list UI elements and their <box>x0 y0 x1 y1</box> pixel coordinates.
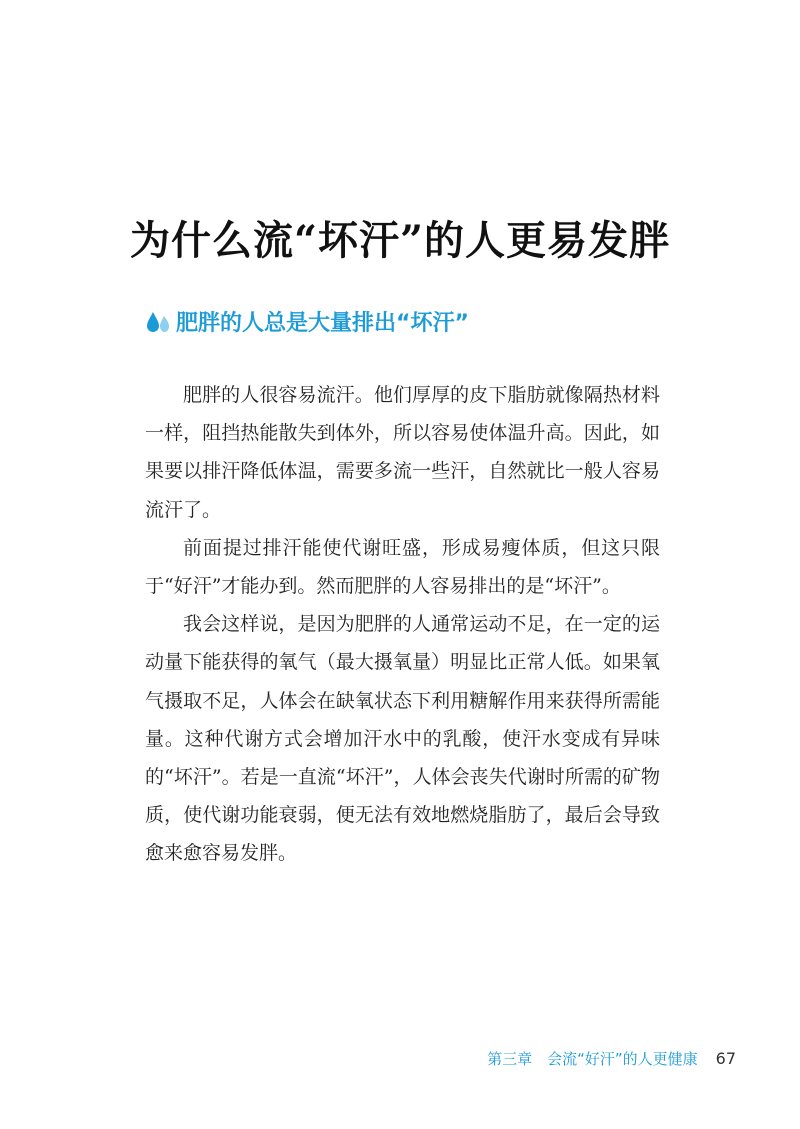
chapter-title: 第三章 会流“好汗”的人更健康 <box>487 1050 698 1068</box>
body-text <box>145 376 660 873</box>
water-drop-icon <box>146 309 172 333</box>
paragraph-2: 前面提过排汗能使代谢旺盛，形成易瘦体质，但这只限于“好汗”才能办到。然而肥胖的人容易排出的是“坏汗”。 <box>145 536 660 598</box>
paragraph-1: 肥胖的人很容易流汗。他们厚厚的皮下脂肪就像隔热材料一样，阻挡热能散失到体外，所以容易使体温升高。因此，如果要以排汗降低体温，需要多流一些汗，自然就比一般人容易流汗了。 <box>145 384 660 521</box>
section-heading <box>146 306 469 336</box>
page-title: 为什么流“坏汗”的人更易发胖 <box>129 216 670 264</box>
section-heading-text: 肥胖的人总是大量排出“坏汗” <box>176 310 469 336</box>
page-number: 67 <box>715 1049 736 1068</box>
paragraph-3: 我会这样说，是因为肥胖的人通常运动不足，在一定的运动量下能获得的氧气（最大摄氧量）明显比正常人低。如果氧气摄取不足，人体会在缺氧状态下利用糖解作用来获得所需能量。这种代谢方式会增加汗水中的乳酸，使汗水变成有异味的“坏汗”。若是一直流“坏汗”，人体会丧失代谢时所需的矿物质，使代谢功能衰弱，便无法有效地燃烧脂肪了，最后会导致愈来愈容易发胖。 <box>145 613 660 865</box>
page-footer <box>487 1048 736 1069</box>
